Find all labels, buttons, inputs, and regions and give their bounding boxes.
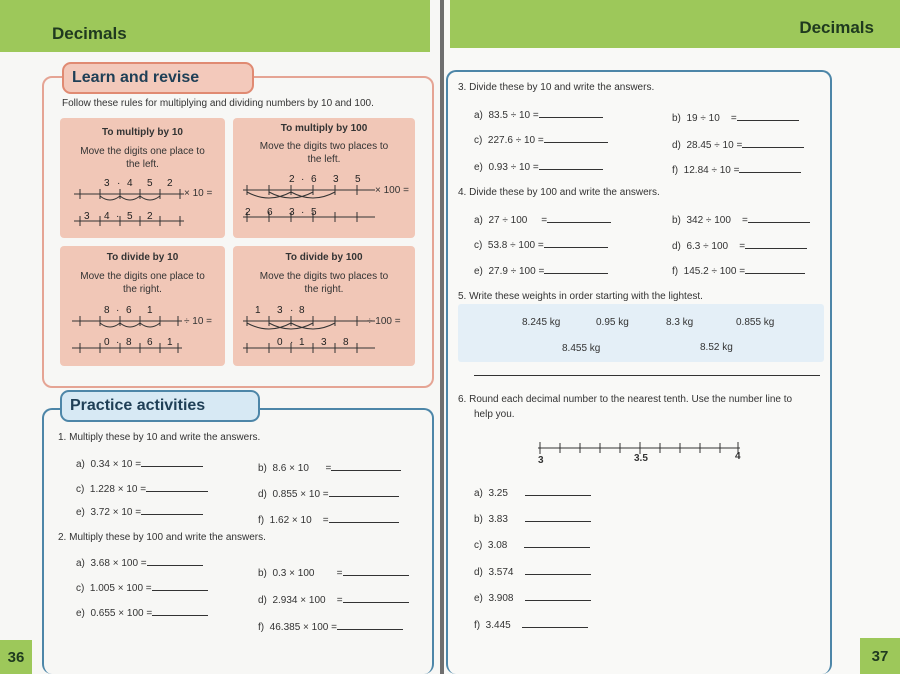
digit: · bbox=[290, 337, 294, 348]
item-label: f) bbox=[672, 165, 679, 176]
item-expr: 27 ÷ 100 bbox=[488, 215, 528, 226]
question-3: 3. Divide these by 10 and write the answers. bbox=[458, 82, 655, 93]
answer-blank[interactable] bbox=[544, 133, 608, 143]
question-5: 5. Write these weights in order starting with the lightest. bbox=[458, 291, 703, 302]
item-label: c) bbox=[76, 583, 85, 594]
item-label: f) bbox=[258, 515, 265, 526]
q1-item-e bbox=[76, 505, 203, 518]
question-4: 4. Divide these by 100 and write the answers. bbox=[458, 187, 660, 198]
item-label: d) bbox=[474, 567, 483, 578]
page-header: Decimals bbox=[799, 18, 874, 37]
digit: 8 bbox=[299, 305, 305, 316]
digit: 5 bbox=[311, 207, 317, 218]
item-expr: 28.45 ÷ 10 = bbox=[686, 140, 743, 151]
q6-item-f bbox=[474, 618, 588, 631]
item-value: 3.445 bbox=[485, 620, 511, 631]
digit: 3 bbox=[84, 211, 90, 222]
item-expr: 8.6 × 10 bbox=[272, 463, 309, 474]
card-line: the left. bbox=[126, 159, 159, 170]
item-expr: 3.68 × 100 = bbox=[90, 558, 147, 569]
answer-blank[interactable] bbox=[152, 581, 208, 591]
answer-line[interactable] bbox=[474, 375, 820, 376]
q3-item-a bbox=[474, 108, 603, 121]
answer-blank[interactable] bbox=[525, 486, 591, 496]
rule-card bbox=[233, 118, 415, 238]
digit: · bbox=[301, 174, 305, 185]
item-label: c) bbox=[474, 240, 483, 251]
answer-blank[interactable] bbox=[525, 512, 591, 522]
number-line-start: 3 bbox=[538, 455, 544, 466]
answer-blank[interactable] bbox=[539, 108, 603, 118]
answer-blank[interactable] bbox=[147, 556, 203, 566]
q3-item-b: b) 19 ÷ 10 = bbox=[672, 111, 799, 124]
q3-item-d bbox=[672, 138, 804, 151]
digit: 3 bbox=[333, 174, 339, 185]
card-title: To divide by 100 bbox=[285, 252, 363, 263]
q4-item-b: b) 342 ÷ 100 = bbox=[672, 213, 810, 226]
place-value-line bbox=[241, 315, 377, 355]
item-label: d) bbox=[672, 241, 681, 252]
answer-blank[interactable] bbox=[737, 111, 799, 121]
answer-blank[interactable] bbox=[544, 238, 608, 248]
digit: 3 bbox=[277, 305, 283, 316]
answer-blank[interactable] bbox=[742, 138, 804, 148]
item-expr: 145.2 ÷ 100 = bbox=[683, 266, 746, 277]
item-label: b) bbox=[258, 463, 267, 474]
rule-card bbox=[60, 246, 225, 366]
q2-item-a bbox=[76, 556, 203, 569]
digit: 5 bbox=[127, 211, 133, 222]
answer-blank[interactable] bbox=[739, 163, 801, 173]
answer-blank[interactable] bbox=[525, 565, 591, 575]
q2-item-e bbox=[76, 606, 208, 619]
item-label: b) bbox=[258, 568, 267, 579]
digit: 6 bbox=[126, 305, 132, 316]
item-expr: 53.8 ÷ 100 = bbox=[487, 240, 544, 251]
answer-blank[interactable] bbox=[525, 591, 591, 601]
question-1: 1. Multiply these by 10 and write the answers. bbox=[58, 432, 261, 443]
answer-blank[interactable] bbox=[745, 239, 807, 249]
item-expr: 0.34 × 10 = bbox=[90, 459, 142, 470]
answer-blank[interactable] bbox=[544, 264, 608, 274]
item-label: e) bbox=[76, 608, 85, 619]
answer-blank[interactable] bbox=[748, 213, 810, 223]
q2-item-b: b) 0.3 × 100 = bbox=[258, 566, 409, 579]
item-expr: 1.62 × 10 bbox=[269, 515, 312, 526]
learn-intro: Follow these rules for multiplying and dividing numbers by 10 and 100. bbox=[62, 98, 374, 109]
weight-value: 8.455 kg bbox=[562, 343, 601, 354]
q6-item-c bbox=[474, 538, 590, 551]
question-6: 6. Round each decimal number to the nearest tenth. Use the number line to bbox=[458, 394, 793, 405]
right-page bbox=[444, 0, 900, 674]
item-label: b) bbox=[474, 514, 483, 525]
q6-item-a bbox=[474, 486, 591, 499]
digit: 6 bbox=[311, 174, 317, 185]
digit: · bbox=[116, 337, 120, 348]
digit: 2 bbox=[289, 174, 295, 185]
card-line: Move the digits one place to bbox=[80, 271, 205, 282]
digit: 2 bbox=[245, 207, 251, 218]
item-value: 3.25 bbox=[488, 488, 508, 499]
operation-label: ÷ 100 = bbox=[367, 316, 401, 327]
item-label: a) bbox=[76, 459, 85, 470]
q6-item-d bbox=[474, 565, 591, 578]
place-value-line bbox=[241, 184, 377, 224]
digit: 0 bbox=[104, 337, 110, 348]
digit: 1 bbox=[147, 305, 153, 316]
item-expr: 1.005 × 100 = bbox=[89, 583, 152, 594]
item-label: f) bbox=[258, 622, 265, 633]
digit: · bbox=[290, 305, 294, 316]
item-label: e) bbox=[474, 593, 483, 604]
card-title: To divide by 10 bbox=[106, 252, 179, 263]
item-expr: 3.72 × 10 = bbox=[90, 507, 142, 518]
answer-blank[interactable] bbox=[539, 160, 603, 170]
item-expr: 0.3 × 100 bbox=[272, 568, 315, 579]
digit: · bbox=[301, 207, 305, 218]
item-expr: 6.3 ÷ 100 bbox=[686, 241, 729, 252]
item-label: c) bbox=[474, 540, 483, 551]
answer-blank[interactable] bbox=[343, 593, 409, 603]
item-label: f) bbox=[672, 266, 679, 277]
item-label: e) bbox=[76, 507, 85, 518]
card-line: Move the digits one place to bbox=[80, 146, 205, 157]
item-expr: 0.93 ÷ 10 = bbox=[488, 162, 539, 173]
item-label: c) bbox=[474, 135, 483, 146]
answer-blank[interactable] bbox=[141, 457, 203, 467]
left-page bbox=[0, 0, 440, 674]
item-expr: 12.84 ÷ 10 = bbox=[683, 165, 740, 176]
digit: · bbox=[117, 178, 121, 189]
item-label: c) bbox=[76, 484, 85, 495]
answer-blank[interactable] bbox=[337, 620, 403, 630]
q4-item-d: d) 6.3 ÷ 100 = bbox=[672, 239, 807, 252]
q2-item-d: d) 2.934 × 100 = bbox=[258, 593, 409, 606]
item-expr: 2.934 × 100 bbox=[272, 595, 326, 606]
q4-item-f bbox=[672, 264, 805, 277]
number-line-end: 4 bbox=[735, 451, 741, 462]
q1-item-b: b) 8.6 × 10 = bbox=[258, 461, 401, 474]
page-number: 37 bbox=[860, 638, 900, 674]
digit: 3 bbox=[104, 178, 110, 189]
card-title: To multiply by 10 bbox=[102, 127, 183, 138]
item-expr: 19 ÷ 10 bbox=[686, 113, 720, 124]
answer-blank[interactable] bbox=[745, 264, 805, 274]
practice-title: Practice activities bbox=[60, 390, 260, 422]
learn-title: Learn and revise bbox=[62, 62, 254, 94]
item-expr: 227.6 ÷ 10 = bbox=[487, 135, 544, 146]
item-label: f) bbox=[474, 620, 481, 631]
item-label: e) bbox=[474, 162, 483, 173]
number-line-mid: 3.5 bbox=[634, 453, 648, 464]
item-label: e) bbox=[474, 266, 483, 277]
card-line: the right. bbox=[304, 284, 344, 295]
page-number: 36 bbox=[0, 640, 32, 674]
answer-blank[interactable] bbox=[329, 513, 399, 523]
q3-item-e bbox=[474, 160, 603, 173]
card-line: Move the digits two places to bbox=[259, 271, 389, 282]
digit: 4 bbox=[127, 178, 133, 189]
answer-blank[interactable] bbox=[141, 505, 203, 515]
q1-item-c bbox=[76, 482, 208, 495]
q6-item-e bbox=[474, 591, 591, 604]
answer-blank[interactable] bbox=[329, 487, 399, 497]
rule-card bbox=[233, 246, 415, 366]
item-expr: 83.5 ÷ 10 = bbox=[488, 110, 539, 121]
weight-value: 0.95 kg bbox=[596, 317, 629, 328]
digit: 3 bbox=[321, 337, 327, 348]
digit: 1 bbox=[255, 305, 261, 316]
digit: 5 bbox=[147, 178, 153, 189]
answer-blank[interactable] bbox=[152, 606, 208, 616]
digit: 6 bbox=[147, 337, 153, 348]
answer-blank[interactable] bbox=[522, 618, 588, 628]
weights-panel bbox=[458, 304, 824, 362]
q2-item-c bbox=[76, 581, 208, 594]
rule-card bbox=[60, 118, 225, 238]
answer-blank[interactable] bbox=[331, 461, 401, 471]
card-line: the right. bbox=[123, 284, 162, 295]
digit: 2 bbox=[167, 178, 173, 189]
digit: 6 bbox=[267, 207, 273, 218]
digit: 0 bbox=[277, 337, 283, 348]
item-label: b) bbox=[672, 215, 681, 226]
q1-item-a bbox=[76, 457, 203, 470]
weight-value: 8.52 kg bbox=[700, 342, 733, 353]
answer-blank[interactable] bbox=[524, 538, 590, 548]
answer-blank[interactable] bbox=[146, 482, 208, 492]
operation-label: × 100 = bbox=[375, 185, 409, 196]
digit: 3 bbox=[289, 207, 295, 218]
weight-value: 8.3 kg bbox=[666, 317, 694, 328]
q3-item-c bbox=[474, 133, 608, 146]
digit: 8 bbox=[104, 305, 110, 316]
answer-blank[interactable] bbox=[547, 213, 611, 223]
item-value: 3.908 bbox=[488, 593, 514, 604]
item-label: d) bbox=[672, 140, 681, 151]
q4-item-c bbox=[474, 238, 608, 251]
q4-item-e bbox=[474, 264, 608, 277]
q1-item-d bbox=[258, 487, 399, 500]
item-expr: 0.655 × 100 = bbox=[90, 608, 153, 619]
q2-item-f bbox=[258, 620, 403, 633]
operation-label: ÷ 10 = bbox=[184, 316, 213, 327]
digit: 1 bbox=[167, 337, 173, 348]
digit: 8 bbox=[126, 337, 132, 348]
item-expr: 342 ÷ 100 bbox=[686, 215, 731, 226]
card-title: To multiply by 100 bbox=[280, 123, 368, 134]
digit: 4 bbox=[104, 211, 110, 222]
weight-value: 0.855 kg bbox=[736, 317, 775, 328]
place-value-line bbox=[72, 188, 186, 228]
digit: · bbox=[116, 305, 120, 316]
item-label: d) bbox=[258, 489, 267, 500]
q1-item-f: f) 1.62 × 10 = bbox=[258, 513, 399, 526]
item-label: a) bbox=[474, 215, 483, 226]
q4-item-a: a) 27 ÷ 100 = bbox=[474, 213, 611, 226]
item-expr: 46.385 × 100 = bbox=[269, 622, 337, 633]
item-value: 3.574 bbox=[488, 567, 514, 578]
question-6-cont: help you. bbox=[474, 409, 515, 420]
digit: 5 bbox=[355, 174, 361, 185]
question-2: 2. Multiply these by 100 and write the answers. bbox=[58, 532, 266, 543]
item-label: a) bbox=[76, 558, 85, 569]
answer-blank[interactable] bbox=[343, 566, 409, 576]
digit: 2 bbox=[147, 211, 153, 222]
card-line: Move the digits two places to bbox=[259, 141, 389, 152]
operation-label: × 10 = bbox=[184, 188, 213, 199]
digit: 8 bbox=[343, 337, 349, 348]
page-header: Decimals bbox=[52, 24, 127, 43]
item-label: a) bbox=[474, 488, 483, 499]
item-expr: 27.9 ÷ 100 = bbox=[488, 266, 545, 277]
card-line: the left. bbox=[307, 154, 341, 165]
item-label: a) bbox=[474, 110, 483, 121]
item-expr: 0.855 × 10 = bbox=[272, 489, 329, 500]
item-label: d) bbox=[258, 595, 267, 606]
digit: · bbox=[116, 211, 120, 222]
digit: 1 bbox=[299, 337, 305, 348]
item-expr: 1.228 × 10 = bbox=[89, 484, 147, 495]
weight-value: 8.245 kg bbox=[522, 317, 561, 328]
q3-item-f bbox=[672, 163, 801, 176]
item-value: 3.08 bbox=[487, 540, 508, 551]
place-value-line bbox=[70, 315, 184, 355]
item-label: b) bbox=[672, 113, 681, 124]
q6-item-b bbox=[474, 512, 591, 525]
item-value: 3.83 bbox=[488, 514, 508, 525]
